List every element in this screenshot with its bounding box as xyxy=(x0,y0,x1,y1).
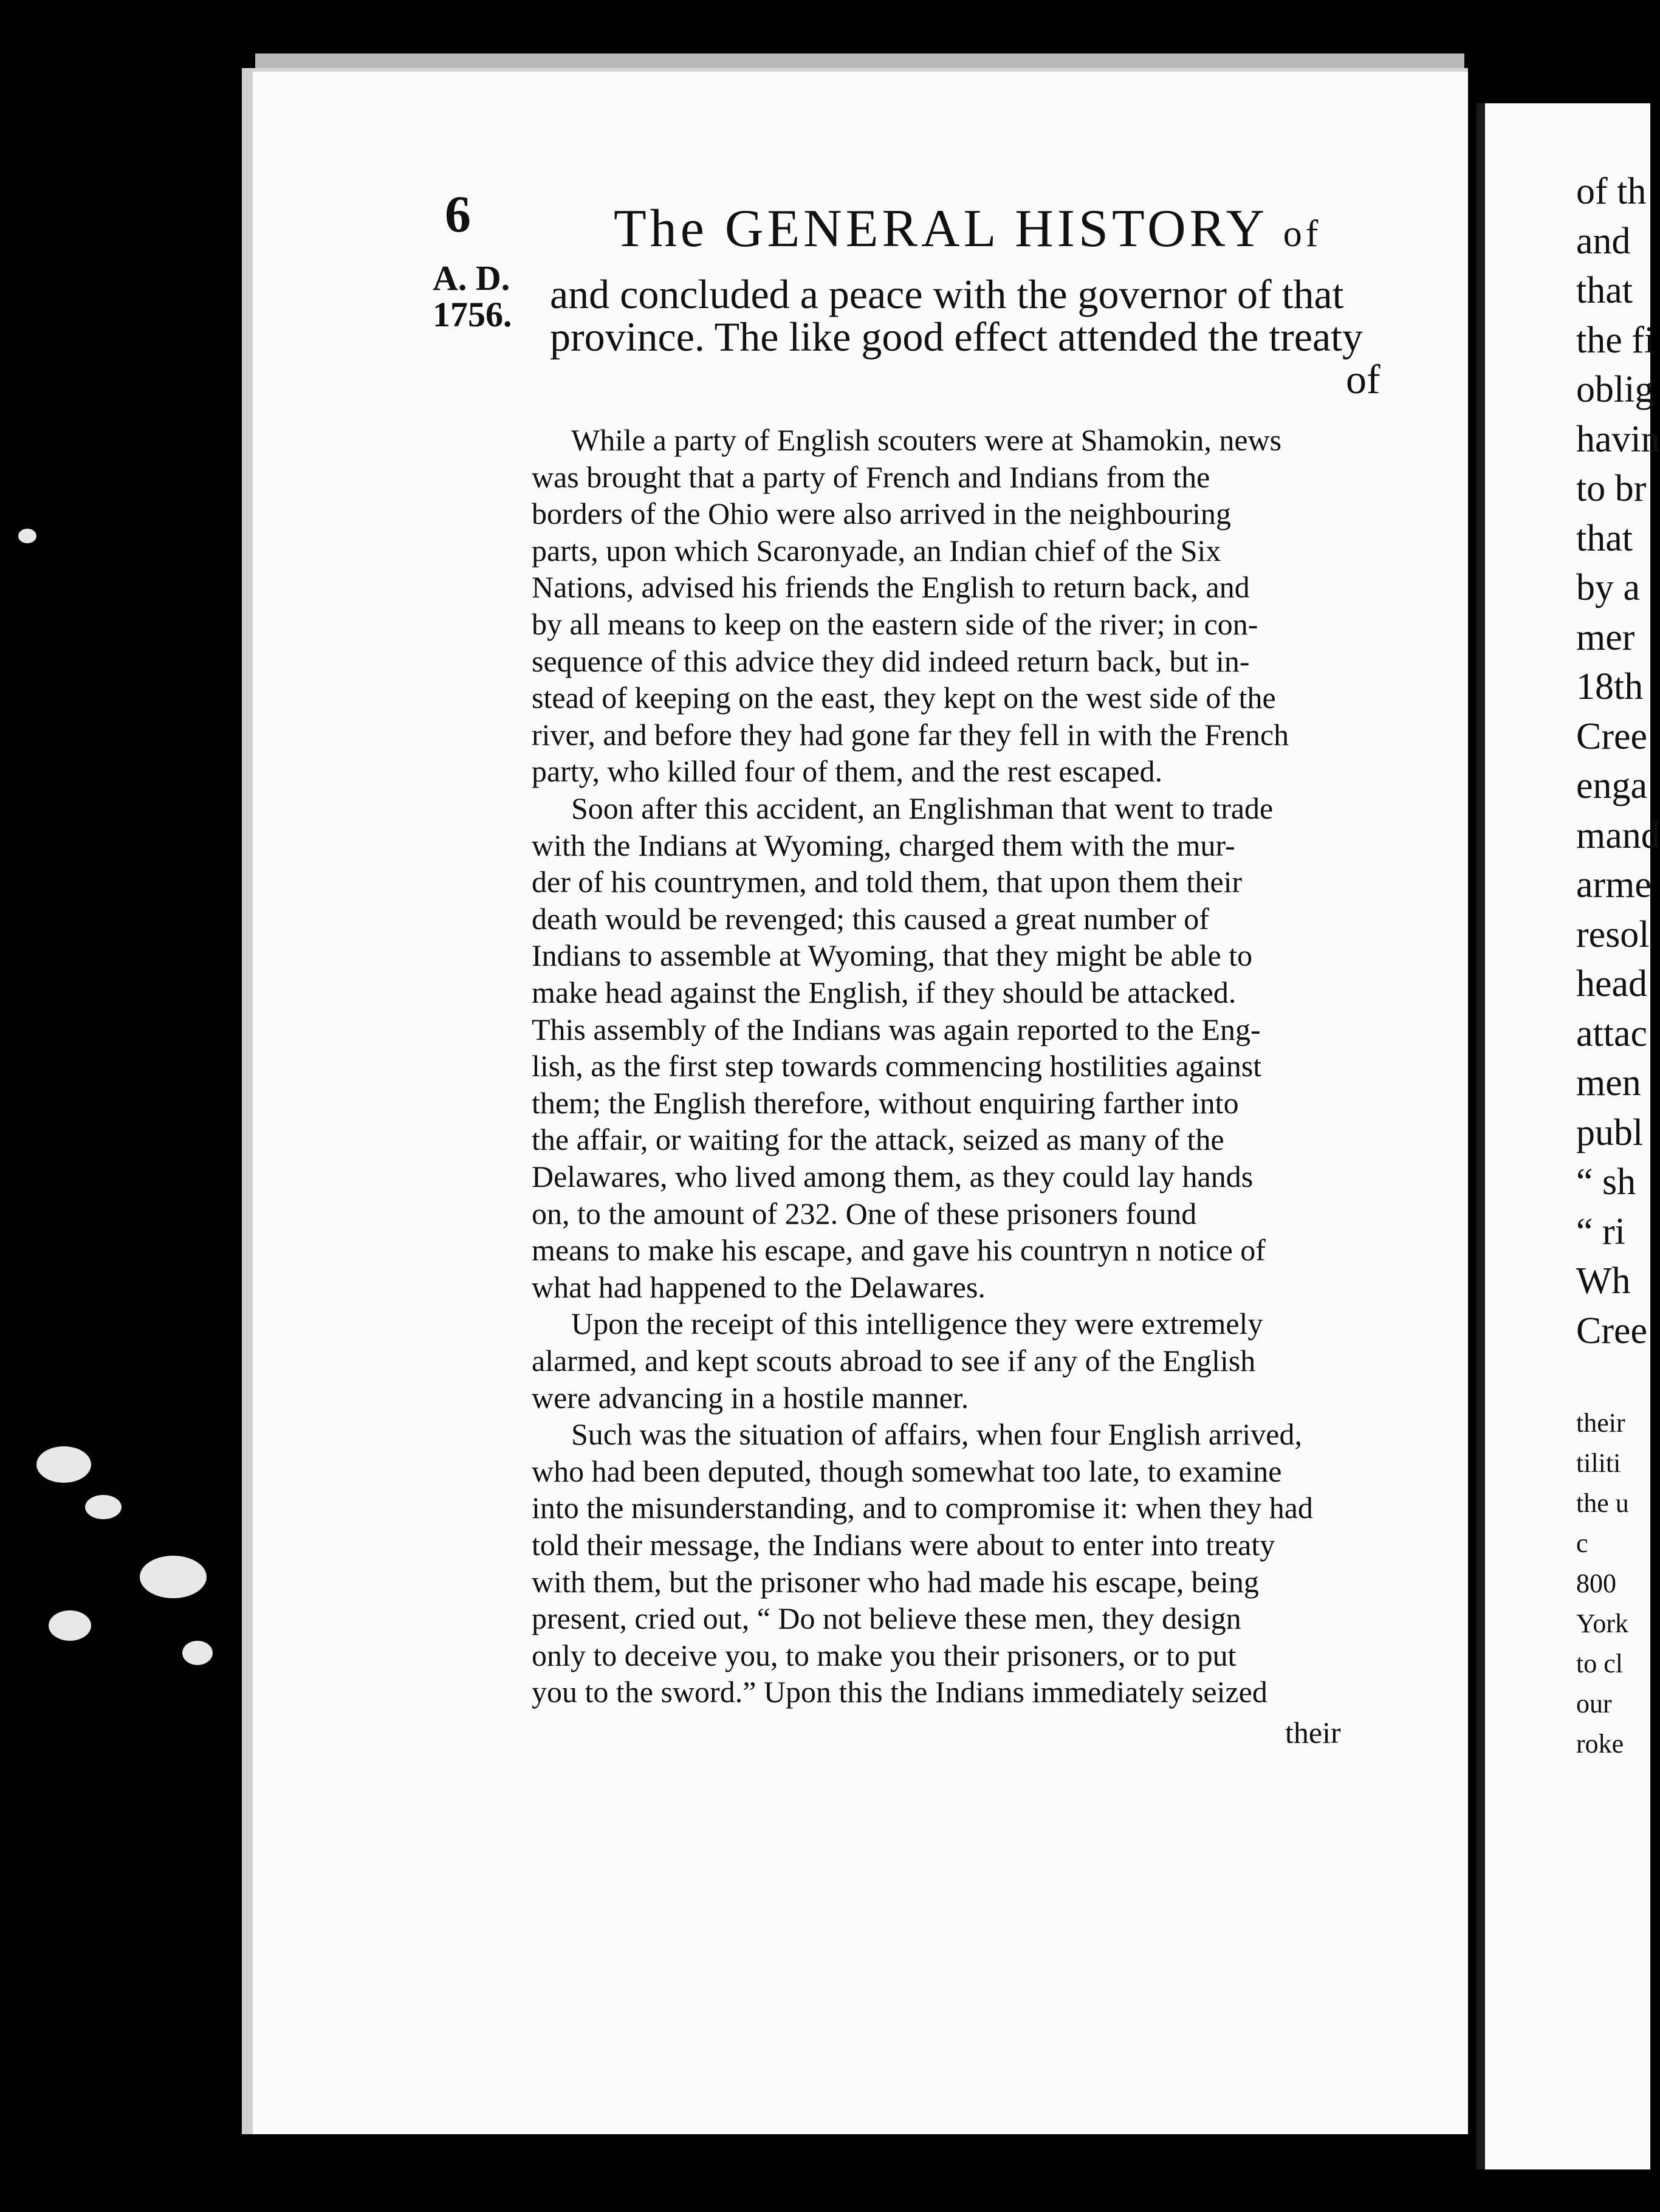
facing-page-line: of th xyxy=(1576,171,1647,212)
running-head-of: of xyxy=(1283,213,1322,255)
background-speck xyxy=(85,1495,122,1519)
facing-page-line: resol xyxy=(1576,913,1650,955)
facing-page-line: attac xyxy=(1576,1012,1648,1054)
facing-page-line: Cree xyxy=(1576,715,1648,757)
text-line: stead of keeping on the east, they kept on the west side of the xyxy=(532,681,1276,715)
facing-page-line: enga xyxy=(1576,765,1648,806)
background-speck xyxy=(140,1556,207,1598)
text-line: of xyxy=(1346,356,1380,402)
text-line: river, and before they had gone far they fell in with the French xyxy=(532,717,1289,752)
facing-page-line: Cree xyxy=(1576,1310,1648,1352)
facing-page xyxy=(1477,103,1660,2169)
facing-page-line: and xyxy=(1576,220,1631,262)
text-line: were advancing in a hostile manner. xyxy=(532,1380,969,1415)
text-line: by all means to keep on the eastern side of the river; in con- xyxy=(532,607,1258,641)
facing-page-line: havin xyxy=(1576,418,1660,460)
facing-page-line: 18th xyxy=(1576,666,1644,707)
text-line: party, who killed four of them, and the rest escaped. xyxy=(532,754,1163,789)
page-number: 6 xyxy=(445,185,471,243)
text-line: Soon after this accident, an Englishman that went to trade xyxy=(571,791,1274,825)
text-line: Such was the situation of affairs, when four English arrived, xyxy=(571,1417,1302,1452)
facing-page-line: the fi xyxy=(1576,319,1655,361)
facing-page-line: oblig xyxy=(1576,369,1654,410)
facing-page-line: that xyxy=(1576,270,1633,311)
text-line: province. The like good effect attended the treaty xyxy=(550,314,1363,360)
text-line: death would be revenged; this caused a great number of xyxy=(532,901,1209,936)
facing-page-line: “ sh xyxy=(1576,1161,1636,1203)
background-speck xyxy=(182,1641,213,1665)
text-line: and concluded a peace with the governor of that xyxy=(550,271,1344,317)
text-line: was brought that a party of French and Indians from the xyxy=(532,459,1210,494)
text-line: told their message, the Indians were about to enter into treaty xyxy=(532,1528,1275,1562)
text-line: Upon the receipt of this intelligence they were extremely xyxy=(571,1307,1263,1341)
running-head-the: The xyxy=(614,199,708,258)
text-line: parts, upon which Scaronyade, an Indian chief of the Six xyxy=(532,533,1221,568)
text-line: der of his countrymen, and told them, that upon them their xyxy=(532,865,1243,899)
facing-page-line: arme xyxy=(1576,864,1651,905)
facing-page-note-line: the u xyxy=(1576,1488,1629,1518)
facing-page-line: to br xyxy=(1576,468,1647,509)
facing-page-note-line: tiliti xyxy=(1576,1448,1621,1478)
facing-page-note-line: our xyxy=(1576,1689,1612,1719)
text-line: with them, but the prisoner who had made his escape, being xyxy=(532,1564,1259,1599)
text-line: means to make his escape, and gave his countryn n notice of xyxy=(532,1233,1266,1268)
text-line: While a party of English scouters were at Shamokin, news xyxy=(571,423,1282,457)
text-line: you to the sword.” Upon this the Indians immediately seized xyxy=(532,1675,1267,1709)
facing-page-line: mand xyxy=(1576,814,1660,856)
text-line: borders of the Ohio were also arrived in the neighbouring xyxy=(532,496,1232,531)
text-line: Indians to assemble at Wyoming, that they might be able to xyxy=(532,938,1253,973)
text-line: make head against the English, if they should be attacked. xyxy=(532,975,1236,1009)
text-line: on, to the amount of 232. One of these prisoners found xyxy=(532,1196,1197,1231)
facing-page-line: “ ri xyxy=(1576,1211,1625,1252)
text-line: who had been deputed, though somewhat too late, to examine xyxy=(532,1454,1282,1488)
background-speck xyxy=(36,1446,91,1483)
text-line: into the misunderstanding, and to compromise it: when they had xyxy=(532,1491,1313,1525)
facing-page-line: men xyxy=(1576,1062,1641,1104)
facing-page-line: that xyxy=(1576,517,1633,559)
text-line: only to deceive you, to make you their prisoners, or to put xyxy=(532,1638,1236,1672)
facing-page-note-line: their xyxy=(1576,1408,1625,1438)
text-line: what had happened to the Delawares. xyxy=(532,1269,986,1304)
text-line: the affair, or waiting for the attack, seized as many of the xyxy=(532,1122,1224,1157)
text-line: present, cried out, “ Do not believe these men, they design xyxy=(532,1601,1241,1636)
running-head xyxy=(614,198,1322,259)
background-speck xyxy=(49,1610,91,1641)
text-line: with the Indians at Wyoming, charged them with the mur- xyxy=(532,828,1235,862)
facing-page-line: head xyxy=(1576,963,1648,1005)
facing-page-note-line: roke xyxy=(1576,1729,1624,1759)
facing-page-line: mer xyxy=(1576,616,1635,658)
facing-page-note-line: to cl xyxy=(1576,1649,1623,1678)
text-line: lish, as the first step towards commencing hostilities against xyxy=(532,1049,1262,1084)
margin-date-year: 1756. xyxy=(433,295,512,334)
margin-date-label: A. D. xyxy=(433,258,510,298)
text-line: Delawares, who lived among them, as they could lay hands xyxy=(532,1159,1254,1194)
running-head-title: GENERAL HISTORY xyxy=(724,199,1266,258)
facing-page-line: Wh xyxy=(1576,1260,1631,1302)
page-top-edge xyxy=(255,53,1464,68)
facing-page-line: publ xyxy=(1576,1111,1644,1153)
text-line: sequence of this advice they did indeed return back, but in- xyxy=(532,644,1250,678)
text-line: their xyxy=(1285,1716,1341,1750)
facing-page-line: by a xyxy=(1576,567,1641,608)
background-speck xyxy=(18,529,36,543)
facing-page-note-line: York xyxy=(1576,1609,1629,1638)
margin-date xyxy=(433,260,512,333)
text-line: them; the English therefore, without enquiring farther into xyxy=(532,1085,1239,1120)
text-line: This assembly of the Indians was again reported to the Eng- xyxy=(532,1012,1261,1046)
text-line: Nations, advised his friends the English to return back, and xyxy=(532,570,1250,605)
facing-page-note-line: 800 xyxy=(1576,1568,1616,1598)
text-line: alarmed, and kept scouts abroad to see if any of the English xyxy=(532,1344,1256,1378)
facing-page-note-line: c xyxy=(1576,1528,1588,1558)
